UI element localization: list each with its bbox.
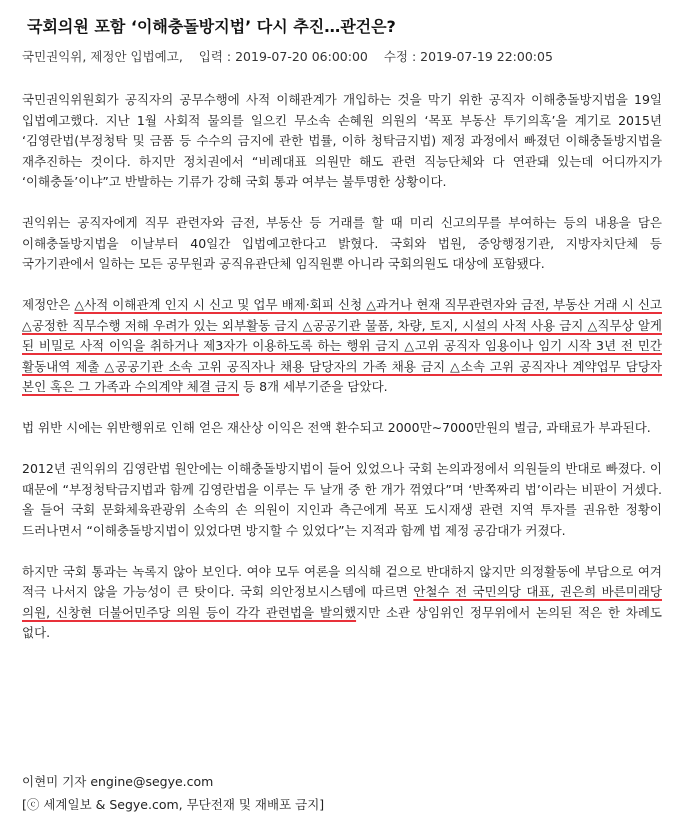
article-paragraph	[22, 213, 662, 275]
article-paragraph	[22, 90, 662, 193]
article-paragraph	[22, 295, 662, 398]
meta-published: 입력 : 2019-07-20 06:00:00	[198, 49, 368, 64]
paragraph-text: 제정안은	[22, 297, 75, 312]
meta-updated: 수정 : 2019-07-19 22:00:05	[383, 49, 553, 64]
meta-source: 국민권익위, 제정안 입법예고,	[22, 49, 183, 64]
byline: 이현미 기자 engine@segye.com	[22, 774, 214, 789]
paragraph-text: 권익위는 공직자에게 직무 관련자와 금전, 부동산 등 거래를 할 때 미리 신고의무를 부여하는 등의 내용을 담은 이해충돌방지법을 이날부터 40일간 입법예고한다고 밝혔다. 국회와 법원, 중앙행정기관, 지방자치단체 등 국가기관에서 일하는 모든 공무원과 공직유관단체 임직원뿐 아니라 국회의원도 대상에 포함됐다.	[22, 215, 662, 271]
paragraph-text: 등 8개 세부기준을 담았다.	[239, 379, 388, 394]
copyright-notice: [ⓒ 세계일보 & Segye.com, 무단전재 및 재배포 금지]	[22, 797, 325, 812]
highlighted-text: 안철수 전 국민의당 대표, 권은희 바른미래당 의원, 신창현 더불어민주당 의원 등이 각각 관련법을 발의했	[22, 584, 662, 620]
paragraph-text: 하지만 국회 통과는 녹록지 않아 보인다. 여야 모두 여론을 의식해 겉으로 반대하지 않지만 의정활동에 부담으로 여겨 적극 나서지 않을 가능성이 큰 탓이다. 국회 의안정보시스템에 따르면	[22, 563, 662, 599]
article-paragraph	[22, 418, 662, 439]
article-footer	[22, 770, 324, 816]
paragraph-text: 지만 소관 상임위인 정무위에서 논의된 적은 한 차례도 없다.	[22, 604, 662, 640]
article-meta	[22, 47, 553, 65]
paragraph-text: 2012년 권익위의 김영란법 원안에는 이해충돌방지법이 들어 있었으나 국회 논의과정에서 의원들의 반대로 빠졌다. 이 때문에 “부정청탁금지법과 함께 김영란법을 이루는 두 날개 중 한 개가 꺾였다”며 ‘반쪽짜리 법’이라는 비판이 거셌다. 올 들어 국회 문화체육관광위 소속의 손 의원이 지인과 측근에게 목포 도시재생 관련 지역 투자를 권유한 정황이 드러나면서 “이해충돌방지법이 있었다면 방지할 수 있었다”는 지적과 함께 법 제정 공감대가 커졌다.	[22, 461, 662, 538]
article-title: 국회의원 포함 ‘이해충돌방지법’ 다시 추진…관건은?	[27, 17, 396, 36]
paragraph-text: 법 위반 시에는 위반행위로 인해 얻은 재산상 이익은 전액 환수되고 2000만∼7000만원의 벌금, 과태료가 부과된다.	[22, 420, 651, 435]
highlighted-text: △사적 이해관계 인지 시 신고 및 업무 배제·회피 신청 △과거나 현재 직무관련자와 금전, 부동산 거래 시 신고 △공정한 직무수행 저해 우려가 있는 외부활동 금지 △공공기관 물품, 차량, 토지, 시설의 사적 사용 금지 △직무상 알게 된 비밀로 사적 이익을 취하거나 제3자가 이용하도록 하는 행위 금지 △고위 공직자 임용이나 임기 시작 3년 전 민간 활동내역 제출 △공공기관 소속 고위 공직자나 채용 담당자의 가족 채용 금지 △소속 고위 공직자나 계약업무 담당자 본인 혹은 그 가족과 수의계약 체결 금지	[22, 297, 662, 394]
article-paragraph	[22, 562, 662, 644]
paragraph-text: 국민권익위원회가 공직자의 공무수행에 사적 이해관계가 개입하는 것을 막기 위한 공직자 이해충돌방지법을 19일 입법예고했다. 지난 1월 사회적 물의를 일으킨 무소속 손혜원 의원의 ‘목포 부동산 투기의혹’을 계기로 2015년 ‘김영란법(부정청탁 및 금품 등 수수의 금지에 관한 법률, 이하 청탁금지법) 제정 과정에서 빠졌던 이해충돌방지법을 재추진하는 것이다. 하지만 정치권에서 “비례대표 의원만 해도 관련 직능단체와 다 연관돼 있는데 어디까지가 ‘이해충돌’이냐”고 반발하는 기류가 강해 국회 통과 여부는 불투명한 상황이다.	[22, 92, 662, 189]
article-body	[22, 90, 662, 664]
article-paragraph	[22, 459, 662, 541]
